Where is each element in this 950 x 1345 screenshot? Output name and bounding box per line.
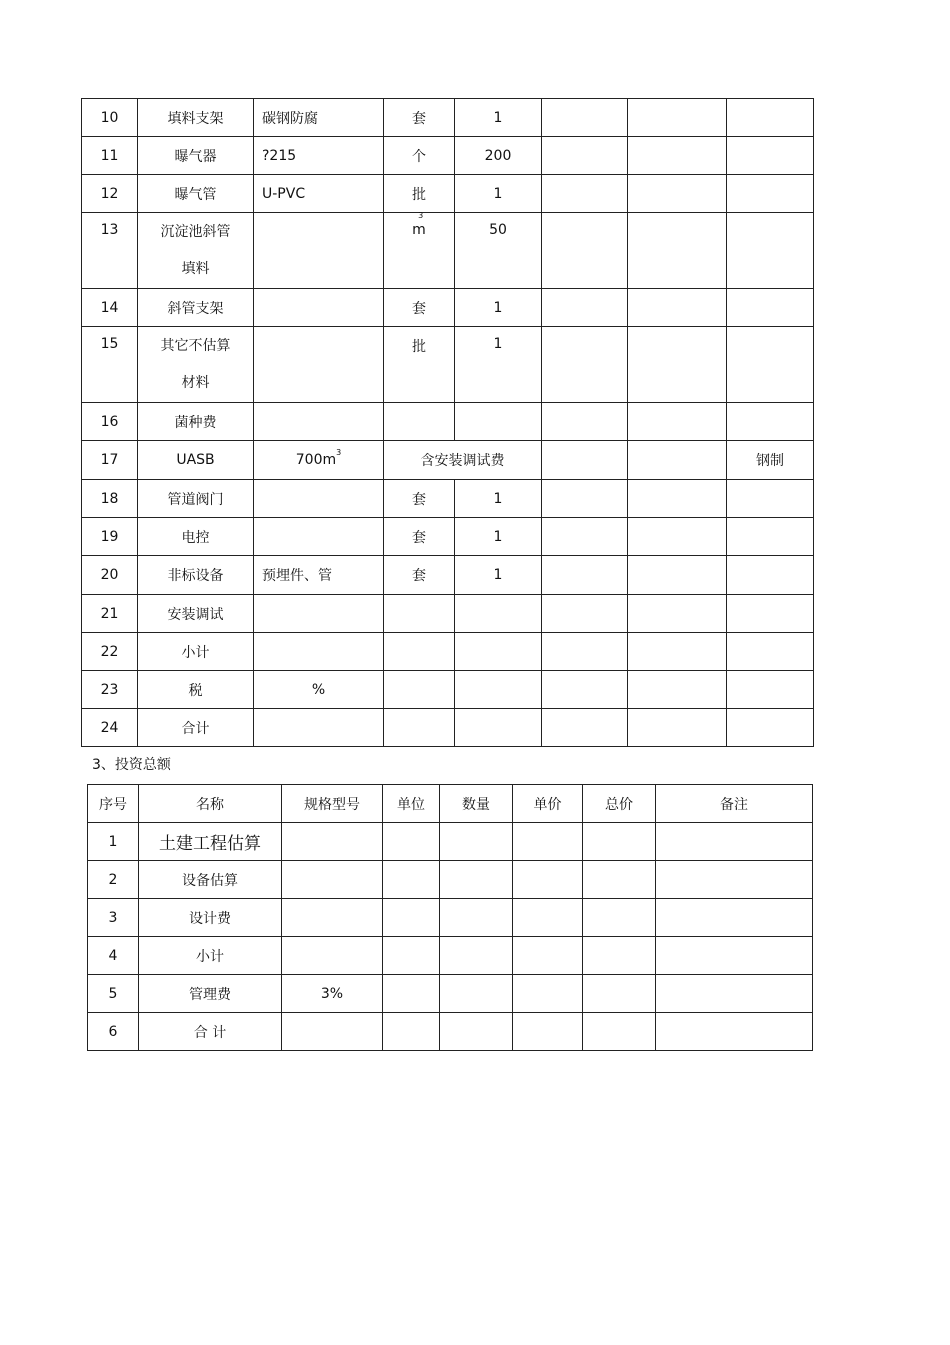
item-qty: 1 bbox=[455, 99, 542, 137]
spec-base: 700m bbox=[295, 452, 337, 468]
table-row bbox=[82, 709, 814, 747]
item-name: UASB bbox=[138, 441, 254, 480]
item-qty: 1 bbox=[455, 175, 542, 213]
item-name: 土建工程估算 bbox=[139, 823, 282, 861]
row-number: 22 bbox=[82, 633, 138, 671]
item-name: 小计 bbox=[139, 937, 282, 975]
item-unit: 套 bbox=[384, 480, 455, 518]
row-number: 6 bbox=[88, 1013, 139, 1051]
header-spec: 规格型号 bbox=[282, 785, 383, 823]
table-row bbox=[88, 937, 813, 975]
item-name: 曝气管 bbox=[138, 175, 254, 213]
header-unit-price: 单价 bbox=[513, 785, 583, 823]
item-unit: 套 bbox=[384, 518, 455, 556]
item-spec bbox=[254, 441, 384, 480]
table-row bbox=[88, 861, 813, 899]
item-name-line1: 其它不估算 bbox=[160, 337, 231, 354]
item-qty: 1 bbox=[455, 480, 542, 518]
row-number: 12 bbox=[82, 175, 138, 213]
item-name-line2: 材料 bbox=[181, 374, 210, 391]
item-qty: 1 bbox=[455, 289, 542, 327]
item-name: 小计 bbox=[138, 633, 254, 671]
row-number: 11 bbox=[82, 137, 138, 175]
row-number: 16 bbox=[82, 403, 138, 441]
item-name-line1: 沉淀池斜管 bbox=[160, 223, 231, 240]
item-name: 填料支架 bbox=[138, 99, 254, 137]
item-name: 曝气器 bbox=[138, 137, 254, 175]
item-name: 电控 bbox=[138, 518, 254, 556]
item-qty: 1 bbox=[455, 327, 542, 403]
item-spec: 预埋件、管 bbox=[254, 556, 384, 595]
header-row bbox=[88, 785, 813, 823]
item-name bbox=[138, 213, 254, 289]
table-row bbox=[82, 633, 814, 671]
header-unit: 单位 bbox=[383, 785, 440, 823]
investment-table bbox=[87, 784, 813, 1051]
table-row bbox=[82, 99, 814, 137]
item-qty: 50 bbox=[455, 213, 542, 289]
item-name-line2: 填料 bbox=[181, 260, 210, 277]
item-unit: 套 bbox=[384, 556, 455, 595]
table-row bbox=[82, 137, 814, 175]
item-name bbox=[138, 327, 254, 403]
item-name: 设计费 bbox=[139, 899, 282, 937]
row-number: 17 bbox=[82, 441, 138, 480]
item-name: 合计 bbox=[138, 709, 254, 747]
equipment-table bbox=[81, 98, 814, 747]
item-unit: 套 bbox=[384, 99, 455, 137]
row-number: 1 bbox=[88, 823, 139, 861]
item-qty: 200 bbox=[455, 137, 542, 175]
header-name: 名称 bbox=[139, 785, 282, 823]
unit-base: m bbox=[412, 222, 426, 238]
item-spec: ?215 bbox=[254, 137, 384, 175]
table-row bbox=[88, 823, 813, 861]
item-name: 非标设备 bbox=[138, 556, 254, 595]
item-name: 安装调试 bbox=[138, 595, 254, 633]
row-number: 13 bbox=[82, 213, 138, 289]
item-name: 合 计 bbox=[139, 1013, 282, 1051]
item-unit bbox=[384, 213, 455, 289]
header-no: 序号 bbox=[88, 785, 139, 823]
table-row bbox=[82, 289, 814, 327]
item-name: 管道阀门 bbox=[138, 480, 254, 518]
item-qty: 1 bbox=[455, 518, 542, 556]
unit-superscript: 3 bbox=[418, 211, 424, 220]
table-row bbox=[82, 671, 814, 709]
item-qty: 1 bbox=[455, 556, 542, 595]
header-total-price: 总价 bbox=[583, 785, 656, 823]
item-unit: 批 bbox=[384, 327, 455, 403]
table-row bbox=[82, 556, 814, 595]
section-heading: 3、投资总额 bbox=[92, 757, 171, 773]
row-number: 4 bbox=[88, 937, 139, 975]
table-row bbox=[82, 175, 814, 213]
row-number: 19 bbox=[82, 518, 138, 556]
item-name: 设备估算 bbox=[139, 861, 282, 899]
item-spec: 碳钢防腐 bbox=[254, 99, 384, 137]
table-row bbox=[88, 975, 813, 1013]
header-remark: 备注 bbox=[656, 785, 813, 823]
item-name: 斜管支架 bbox=[138, 289, 254, 327]
item-unit: 套 bbox=[384, 289, 455, 327]
item-spec: U-PVC bbox=[254, 175, 384, 213]
table-row bbox=[82, 480, 814, 518]
table-row bbox=[82, 327, 814, 403]
header-qty: 数量 bbox=[440, 785, 513, 823]
row-number: 21 bbox=[82, 595, 138, 633]
row-number: 3 bbox=[88, 899, 139, 937]
row-number: 24 bbox=[82, 709, 138, 747]
table-row bbox=[88, 1013, 813, 1051]
table-row bbox=[88, 899, 813, 937]
item-spec: % bbox=[254, 671, 384, 709]
row-number: 20 bbox=[82, 556, 138, 595]
row-number: 10 bbox=[82, 99, 138, 137]
item-spec: 3% bbox=[282, 975, 383, 1013]
row-number: 23 bbox=[82, 671, 138, 709]
item-unit: 个 bbox=[384, 137, 455, 175]
item-remark: 钢制 bbox=[727, 441, 814, 480]
item-name: 税 bbox=[138, 671, 254, 709]
table-row bbox=[82, 441, 814, 480]
row-number: 14 bbox=[82, 289, 138, 327]
table-row bbox=[82, 213, 814, 289]
row-number: 15 bbox=[82, 327, 138, 403]
row-number: 2 bbox=[88, 861, 139, 899]
item-name: 管理费 bbox=[139, 975, 282, 1013]
row-number: 5 bbox=[88, 975, 139, 1013]
table-row bbox=[82, 403, 814, 441]
item-unit-merged: 含安装调试费 bbox=[384, 441, 542, 480]
item-unit: 批 bbox=[384, 175, 455, 213]
item-name: 菌种费 bbox=[138, 403, 254, 441]
spec-superscript: 3 bbox=[336, 448, 342, 457]
table-row bbox=[82, 595, 814, 633]
row-number: 18 bbox=[82, 480, 138, 518]
table-row bbox=[82, 518, 814, 556]
